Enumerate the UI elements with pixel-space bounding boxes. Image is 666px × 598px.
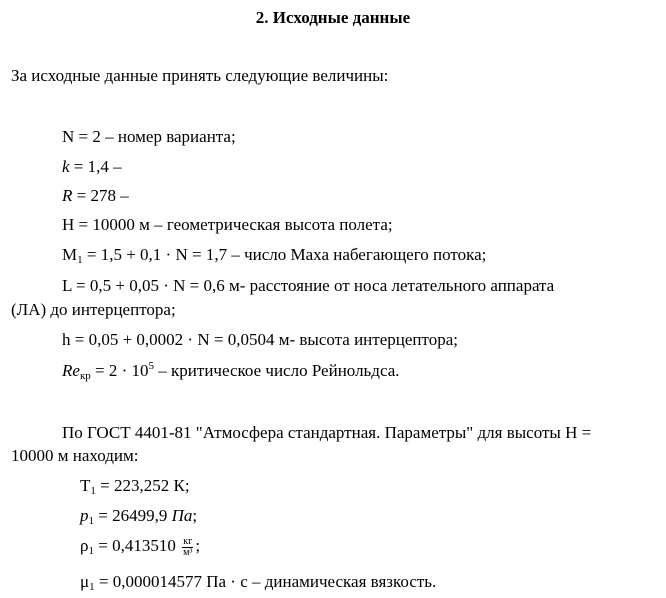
result-p1-line: [80, 506, 197, 528]
result-mu1-symbol: μ: [80, 572, 90, 591]
param-n-line: [62, 127, 236, 147]
param-r-line: [62, 186, 129, 206]
section-title: Исходные данные: [272, 8, 411, 27]
result-t1-expr: = 223,252 К;: [95, 476, 190, 495]
param-h-altitude-line: [62, 215, 393, 235]
param-k-desc: –: [108, 157, 122, 176]
param-mach-subscript: 1: [77, 254, 83, 266]
result-rho1-subscript: 1: [88, 545, 94, 557]
param-h-spoiler-line: [62, 330, 458, 350]
result-mu1-line: [80, 572, 436, 594]
param-l-expr: = 0,5 + 0,05 · N = 0,6 м: [71, 276, 240, 295]
param-n-expr: = 2: [74, 127, 101, 146]
param-re-subscript: кр: [79, 370, 91, 382]
param-r-symbol: R: [62, 186, 73, 205]
result-p1-symbol: p: [80, 506, 89, 525]
result-rho1-tail: ;: [195, 536, 201, 555]
param-h-altitude-desc: – геометрическая высота полета;: [149, 215, 393, 234]
result-rho1-unit-denominator: м³: [183, 546, 193, 558]
param-h-spoiler-desc: - высота интерцептора;: [289, 330, 458, 349]
param-re-expr: = 2 · 10: [90, 361, 149, 380]
result-p1-unit: Па: [171, 506, 193, 525]
param-l-symbol: L: [62, 276, 72, 295]
param-r-desc: –: [115, 186, 129, 205]
param-re-exponent: 5: [148, 360, 155, 372]
param-h-altitude-expr: = 10000 м: [74, 215, 150, 234]
result-mu1-subscript: 1: [89, 581, 95, 593]
result-p1-expr: = 26499,9: [94, 506, 168, 525]
result-rho1-expr: = 0,413510: [93, 536, 176, 555]
result-rho1-line: [80, 536, 200, 558]
result-t1-subscript: 1: [90, 485, 96, 497]
param-l-line: [62, 276, 554, 296]
param-re-line: [62, 360, 400, 383]
result-rho1-symbol: ρ: [80, 536, 89, 555]
section-number: 2.: [255, 8, 269, 27]
intro-text: За исходные данные принять следующие величины:: [11, 66, 389, 85]
result-t1-line: [80, 476, 190, 498]
result-mu1-expr: = 0,000014577 Па · с: [94, 572, 248, 591]
param-mach-symbol: M: [62, 245, 78, 264]
param-re-desc: – критическое число Рейнольдса.: [154, 361, 400, 380]
param-mach-expr: = 1,5 + 0,1 · N = 1,7: [82, 245, 228, 264]
section-heading: [0, 8, 666, 28]
gost-text-line2: 10000 м находим:: [11, 446, 139, 465]
param-k-symbol: k: [62, 157, 70, 176]
param-mach-line: [62, 245, 486, 267]
param-k-expr: = 1,4: [69, 157, 109, 176]
param-k-line: [62, 157, 122, 177]
param-mach-desc: – число Маха набегающего потока;: [227, 245, 487, 264]
result-rho1-unit-fraction: [182, 537, 193, 558]
param-h-altitude-symbol: H: [62, 215, 75, 234]
param-h-spoiler-symbol: h: [62, 330, 71, 349]
param-n-symbol: N: [62, 127, 75, 146]
result-p1-subscript: 1: [88, 515, 94, 527]
param-r-expr: = 278: [72, 186, 116, 205]
gost-text-line1: По ГОСТ 4401-81 "Атмосфера стандартная. Параметры" для высоты H =: [62, 423, 592, 442]
result-mu1-desc: – динамическая вязкость.: [247, 572, 437, 591]
result-t1-symbol: T: [80, 476, 91, 495]
param-l-desc: - расстояние от носа летательного аппарата: [239, 276, 555, 295]
param-re-symbol: Re: [62, 361, 80, 380]
result-p1-tail: ;: [192, 506, 198, 525]
param-h-spoiler-expr: = 0,05 + 0,0002 · N = 0,0504 м: [70, 330, 290, 349]
param-l-desc-continuation: (ЛА) до интерцептора;: [11, 300, 176, 319]
param-n-desc: – номер варианта;: [100, 127, 236, 146]
result-rho1-unit-numerator: кг: [183, 535, 193, 547]
